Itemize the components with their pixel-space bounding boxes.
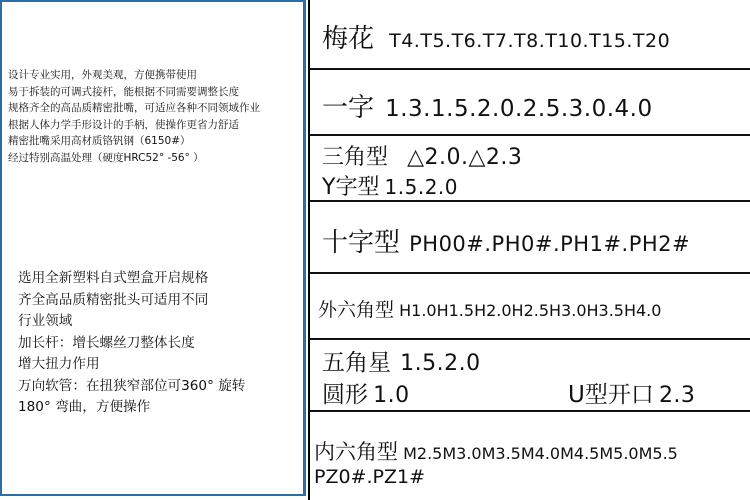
bit-type-label: 外六角型 bbox=[318, 299, 395, 321]
bit-sizes: 1.3.1.5.2.0.2.5.3.0.4.0 bbox=[385, 96, 653, 122]
feature-line: 规格齐全的高品质精密批嘴，可适应各种不同领域作业 bbox=[8, 102, 260, 114]
spec-row-hex bbox=[310, 274, 750, 340]
accessory-description bbox=[18, 268, 245, 419]
accessory-line: 行业领域 bbox=[18, 313, 73, 329]
accessory-line: 180° 弯曲，方便操作 bbox=[18, 399, 151, 415]
spec-row-slotted bbox=[310, 70, 750, 136]
bit-type-label: 梅花 bbox=[322, 24, 375, 54]
spec-row-pentalobe-round-u bbox=[310, 340, 750, 412]
bit-sizes: 1.5.2.0 bbox=[400, 351, 481, 376]
accessory-line: 齐全高品质精密批头可适用不同 bbox=[18, 291, 209, 308]
bit-sizes: PZ0#.PZ1# bbox=[314, 466, 426, 488]
bit-type-label: 十字型 bbox=[322, 228, 401, 258]
bit-type-label: Y字型 bbox=[322, 175, 380, 200]
spec-row-torx bbox=[310, 0, 750, 70]
spec-row-triangle-y bbox=[310, 136, 750, 202]
bit-sizes: 1.0 bbox=[373, 383, 410, 408]
bit-type-label: 五角星 bbox=[322, 350, 391, 376]
feature-line: 易于拆装的可调式接杆，能根据不同需要调整长度 bbox=[8, 85, 239, 98]
bit-sizes: H1.0H1.5H2.0H2.5H3.0H3.5H4.0 bbox=[399, 301, 662, 320]
spec-row-phillips bbox=[310, 202, 750, 274]
accessory-line: 加长杆：增长螺丝刀整体长度 bbox=[18, 334, 195, 351]
bit-sizes: M2.5M3.0M3.5M4.0M4.5M5.0M5.5 bbox=[403, 444, 678, 463]
feature-line: 经过特别高温处理（硬度HRC52° -56° ） bbox=[8, 151, 204, 164]
feature-line: 根据人体力学手形设计的手柄，使操作更省力舒适 bbox=[8, 118, 239, 131]
bit-type-label: 圆形 bbox=[322, 382, 368, 408]
bit-type-label: 三角型 bbox=[322, 145, 389, 170]
accessory-line: 选用全新塑料自式塑盒开启规格 bbox=[18, 270, 209, 286]
bit-spec-table bbox=[308, 0, 750, 500]
bit-sizes: PH00#.PH0#.PH1#.PH2# bbox=[409, 232, 691, 256]
spec-row-inner-hex bbox=[310, 412, 750, 500]
bit-sizes: 1.5.2.0 bbox=[384, 175, 459, 199]
accessory-line: 增大扭力作用 bbox=[18, 356, 100, 372]
bit-sizes: 2.3 bbox=[658, 383, 696, 408]
bit-sizes: △2.0.△2.3 bbox=[407, 145, 523, 170]
feature-description bbox=[8, 67, 260, 166]
bit-type-label: 一字 bbox=[322, 93, 375, 123]
bit-sizes: T4.T5.T6.T7.T8.T10.T15.T20 bbox=[389, 30, 671, 52]
description-panel bbox=[0, 0, 306, 496]
feature-line: 精密批嘴采用高材质铬钒钢（6150#） bbox=[8, 135, 191, 147]
bit-type-label: 内六角型 bbox=[314, 440, 398, 464]
bit-type-label: U型开口 bbox=[568, 382, 654, 408]
accessory-line: 万向软管：在扭狭窄部位可360° 旋转 bbox=[18, 377, 246, 394]
feature-line: 设计专业实用，外观美观，方便携带使用 bbox=[8, 69, 197, 81]
